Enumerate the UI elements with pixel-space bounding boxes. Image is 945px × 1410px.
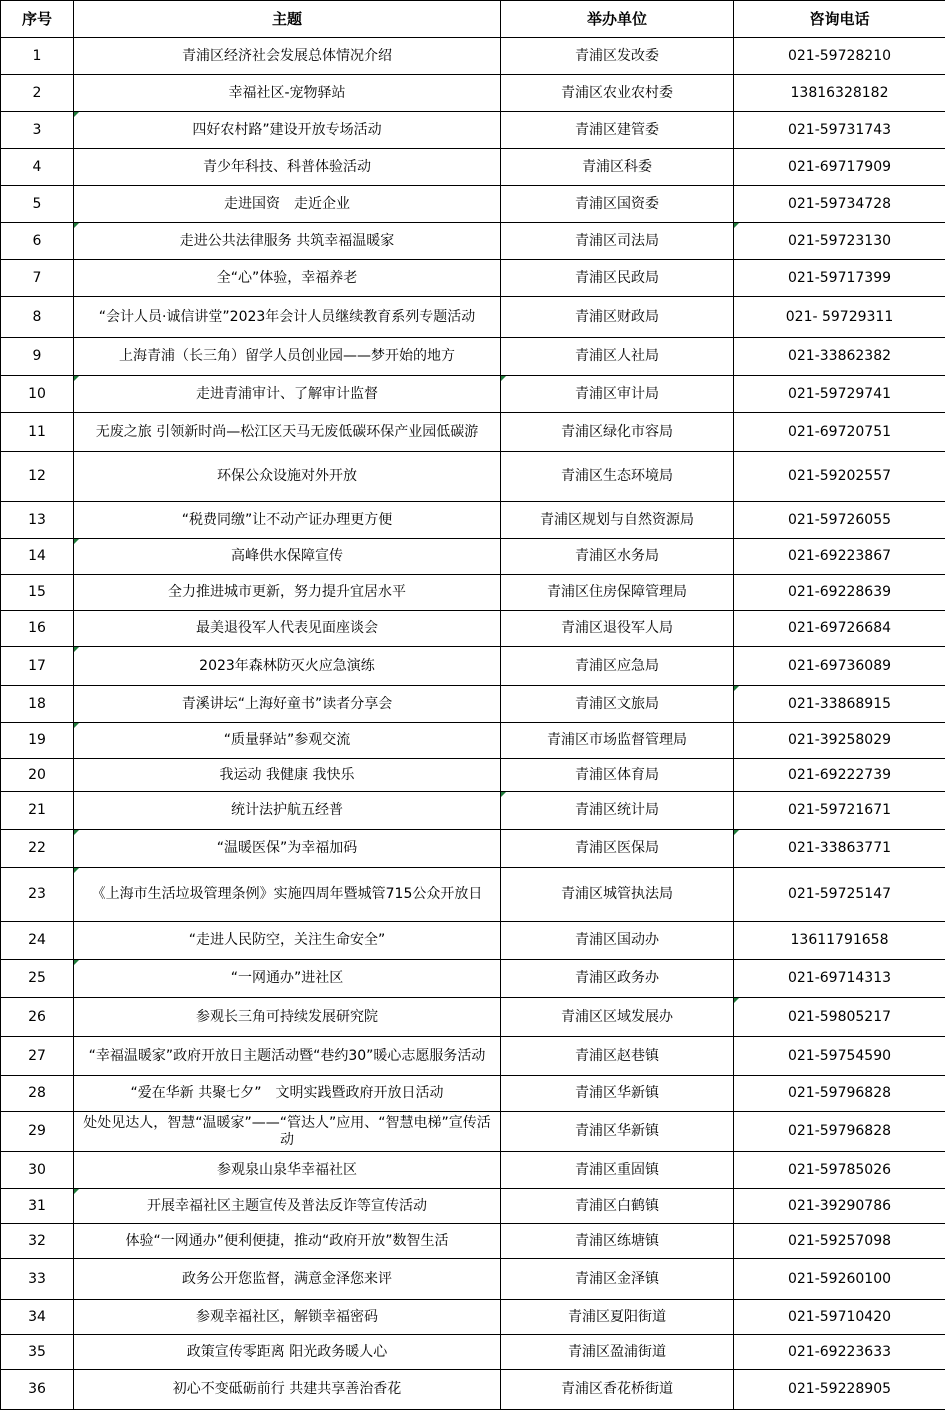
row-topic: 全“心”体验，幸福养老 — [74, 260, 501, 297]
row-phone: 021-69228639 — [734, 575, 945, 611]
row-index: 22 — [1, 830, 74, 868]
row-topic: “会计人员·诚信讲堂”2023年会计人员继续教育系列专题活动 — [74, 297, 501, 338]
row-topic: 无废之旅 引领新时尚—松江区天马无废低碳环保产业园低碳游 — [74, 413, 501, 452]
row-topic: “幸福温暖家”政府开放日主题活动暨“巷约30”暖心志愿服务活动 — [74, 1037, 501, 1076]
row-phone: 021-59728210 — [734, 38, 945, 75]
row-topic: 政务公开您监督，满意金泽您来评 — [74, 1259, 501, 1300]
table-row — [1, 38, 945, 75]
row-index: 32 — [1, 1224, 74, 1259]
table-row — [1, 186, 945, 223]
row-host: 青浦区医保局 — [501, 830, 734, 868]
table-row — [1, 759, 945, 792]
row-topic: 全力推进城市更新，努力提升宜居水平 — [74, 575, 501, 611]
table-row — [1, 998, 945, 1037]
table-row — [1, 611, 945, 647]
row-phone: 021-59721671 — [734, 792, 945, 830]
row-host: 青浦区统计局 — [501, 792, 734, 830]
table-body — [1, 38, 945, 1410]
table-row — [1, 868, 945, 922]
row-phone: 021-39290786 — [734, 1189, 945, 1224]
row-index: 2 — [1, 75, 74, 112]
row-topic: “一网通办”进社区 — [74, 960, 501, 998]
row-phone: 021-33863771 — [734, 830, 945, 868]
row-phone: 021-59734728 — [734, 186, 945, 223]
row-index: 13 — [1, 502, 74, 539]
row-phone: 021-69717909 — [734, 149, 945, 186]
row-index: 1 — [1, 38, 74, 75]
header-row — [1, 1, 945, 38]
row-topic: “爱在华新 共聚七夕” 文明实践暨政府开放日活动 — [74, 1076, 501, 1112]
row-topic: 开展幸福社区主题宣传及普法反诈等宣传活动 — [74, 1189, 501, 1224]
row-host: 青浦区金泽镇 — [501, 1259, 734, 1300]
row-index: 18 — [1, 686, 74, 723]
row-host: 青浦区审计局 — [501, 376, 734, 413]
row-host: 青浦区夏阳街道 — [501, 1300, 734, 1335]
row-index: 3 — [1, 112, 74, 149]
header-phone: 咨询电话 — [734, 1, 945, 38]
row-topic: “温暖医保”为幸福加码 — [74, 830, 501, 868]
row-index: 10 — [1, 376, 74, 413]
row-phone: 021-69223633 — [734, 1335, 945, 1370]
row-phone: 021-59805217 — [734, 998, 945, 1037]
row-phone: 021-59260100 — [734, 1259, 945, 1300]
header-topic: 主题 — [74, 1, 501, 38]
row-topic: 2023年森林防灭火应急演练 — [74, 647, 501, 686]
header-index: 序号 — [1, 1, 74, 38]
table-row — [1, 223, 945, 260]
row-phone: 021-59754590 — [734, 1037, 945, 1076]
row-index: 16 — [1, 611, 74, 647]
row-topic: 《上海市生活垃圾管理条例》实施四周年暨城管715公众开放日 — [74, 868, 501, 922]
row-phone: 021-69720751 — [734, 413, 945, 452]
table-row — [1, 1152, 945, 1189]
row-phone: 021-59785026 — [734, 1152, 945, 1189]
row-host: 青浦区人社局 — [501, 338, 734, 376]
row-host: 青浦区练塘镇 — [501, 1224, 734, 1259]
row-host: 青浦区区域发展办 — [501, 998, 734, 1037]
table-row — [1, 1076, 945, 1112]
row-index: 29 — [1, 1112, 74, 1152]
table-row — [1, 260, 945, 297]
row-index: 14 — [1, 539, 74, 575]
row-index: 24 — [1, 922, 74, 960]
table-row — [1, 647, 945, 686]
row-topic: 参观幸福社区，解锁幸福密码 — [74, 1300, 501, 1335]
row-host: 青浦区建管委 — [501, 112, 734, 149]
row-index: 19 — [1, 723, 74, 759]
table-row — [1, 575, 945, 611]
row-topic: 体验“一网通办”便利便捷，推动“政府开放”数智生活 — [74, 1224, 501, 1259]
row-host: 青浦区发改委 — [501, 38, 734, 75]
row-phone: 021-59729741 — [734, 376, 945, 413]
table-row — [1, 1300, 945, 1335]
row-index: 7 — [1, 260, 74, 297]
row-topic: 处处见达人，智慧“温暖家”——“管达人”应用、“智慧电梯”宣传活动 — [74, 1112, 501, 1152]
row-phone: 021-59710420 — [734, 1300, 945, 1335]
row-topic: 政策宣传零距离 阳光政务暖人心 — [74, 1335, 501, 1370]
row-phone: 021-39258029 — [734, 723, 945, 759]
row-phone: 021-69726684 — [734, 611, 945, 647]
row-host: 青浦区市场监督管理局 — [501, 723, 734, 759]
row-topic: 走进国资 走近企业 — [74, 186, 501, 223]
row-phone: 021-59796828 — [734, 1112, 945, 1152]
row-phone: 021-59726055 — [734, 502, 945, 539]
row-topic: 四好农村路”建设开放专场活动 — [74, 112, 501, 149]
row-host: 青浦区政务办 — [501, 960, 734, 998]
row-phone: 021-59731743 — [734, 112, 945, 149]
row-topic: 青少年科技、科普体验活动 — [74, 149, 501, 186]
row-host: 青浦区生态环境局 — [501, 452, 734, 502]
row-index: 20 — [1, 759, 74, 792]
row-topic: 统计法护航五经普 — [74, 792, 501, 830]
table-row — [1, 1189, 945, 1224]
row-index: 11 — [1, 413, 74, 452]
row-host: 青浦区应急局 — [501, 647, 734, 686]
row-topic: 参观长三角可持续发展研究院 — [74, 998, 501, 1037]
row-host: 青浦区国资委 — [501, 186, 734, 223]
row-host: 青浦区绿化市容局 — [501, 413, 734, 452]
table-row — [1, 1335, 945, 1370]
table-row — [1, 112, 945, 149]
row-host: 青浦区国动办 — [501, 922, 734, 960]
row-topic: 参观泉山泉华幸福社区 — [74, 1152, 501, 1189]
row-topic: “税费同缴”让不动产证办理更方便 — [74, 502, 501, 539]
row-host: 青浦区体育局 — [501, 759, 734, 792]
row-host: 青浦区规划与自然资源局 — [501, 502, 734, 539]
row-topic: 走进青浦审计、了解审计监督 — [74, 376, 501, 413]
table-row — [1, 452, 945, 502]
table-row — [1, 75, 945, 112]
row-host: 青浦区赵巷镇 — [501, 1037, 734, 1076]
row-index: 31 — [1, 1189, 74, 1224]
row-index: 9 — [1, 338, 74, 376]
row-index: 12 — [1, 452, 74, 502]
row-index: 30 — [1, 1152, 74, 1189]
header-host: 举办单位 — [501, 1, 734, 38]
row-host: 青浦区城管执法局 — [501, 868, 734, 922]
table-row — [1, 686, 945, 723]
row-phone: 021-69736089 — [734, 647, 945, 686]
row-topic: 青浦区经济社会发展总体情况介绍 — [74, 38, 501, 75]
row-phone: 021-69714313 — [734, 960, 945, 998]
row-phone: 021-59723130 — [734, 223, 945, 260]
table-row — [1, 149, 945, 186]
table-row — [1, 297, 945, 338]
table-row — [1, 1370, 945, 1410]
row-host: 青浦区盈浦街道 — [501, 1335, 734, 1370]
row-topic: 我运动 我健康 我快乐 — [74, 759, 501, 792]
row-host: 青浦区文旅局 — [501, 686, 734, 723]
row-topic: 环保公众设施对外开放 — [74, 452, 501, 502]
row-host: 青浦区华新镇 — [501, 1076, 734, 1112]
table-row — [1, 413, 945, 452]
row-phone: 021-59228905 — [734, 1370, 945, 1410]
row-phone: 021-59725147 — [734, 868, 945, 922]
table-row — [1, 792, 945, 830]
row-index: 21 — [1, 792, 74, 830]
row-host: 青浦区财政局 — [501, 297, 734, 338]
row-topic: 最美退役军人代表见面座谈会 — [74, 611, 501, 647]
row-index: 15 — [1, 575, 74, 611]
table-row — [1, 723, 945, 759]
row-index: 8 — [1, 297, 74, 338]
table-row — [1, 922, 945, 960]
row-index: 35 — [1, 1335, 74, 1370]
table-row — [1, 1112, 945, 1152]
row-host: 青浦区香花桥街道 — [501, 1370, 734, 1410]
table-row — [1, 539, 945, 575]
row-phone: 13816328182 — [734, 75, 945, 112]
row-host: 青浦区农业农村委 — [501, 75, 734, 112]
row-topic: 走进公共法律服务 共筑幸福温暖家 — [74, 223, 501, 260]
table-row — [1, 502, 945, 539]
row-host: 青浦区司法局 — [501, 223, 734, 260]
row-phone: 021-59796828 — [734, 1076, 945, 1112]
row-phone: 021-69222739 — [734, 759, 945, 792]
row-topic: 初心不变砥砺前行 共建共享善治香花 — [74, 1370, 501, 1410]
row-index: 33 — [1, 1259, 74, 1300]
row-phone: 021- 59729311 — [734, 297, 945, 338]
row-index: 34 — [1, 1300, 74, 1335]
row-index: 4 — [1, 149, 74, 186]
row-index: 25 — [1, 960, 74, 998]
table-row — [1, 1259, 945, 1300]
row-host: 青浦区水务局 — [501, 539, 734, 575]
table-row — [1, 1037, 945, 1076]
row-index: 28 — [1, 1076, 74, 1112]
row-phone: 021-59717399 — [734, 260, 945, 297]
row-topic: 高峰供水保障宣传 — [74, 539, 501, 575]
row-index: 5 — [1, 186, 74, 223]
row-index: 26 — [1, 998, 74, 1037]
row-topic: 上海青浦（长三角）留学人员创业园——梦开始的地方 — [74, 338, 501, 376]
row-phone: 021-33862382 — [734, 338, 945, 376]
row-topic: “质量驿站”参观交流 — [74, 723, 501, 759]
row-index: 36 — [1, 1370, 74, 1410]
row-index: 6 — [1, 223, 74, 260]
row-host: 青浦区退役军人局 — [501, 611, 734, 647]
table-row — [1, 960, 945, 998]
row-phone: 021-59257098 — [734, 1224, 945, 1259]
row-topic: “走进人民防空，关注生命安全” — [74, 922, 501, 960]
row-index: 17 — [1, 647, 74, 686]
row-topic: 幸福社区-宠物驿站 — [74, 75, 501, 112]
row-phone: 021-69223867 — [734, 539, 945, 575]
row-phone: 021-33868915 — [734, 686, 945, 723]
row-host: 青浦区重固镇 — [501, 1152, 734, 1189]
row-host: 青浦区白鹤镇 — [501, 1189, 734, 1224]
table-row — [1, 376, 945, 413]
table-row — [1, 338, 945, 376]
row-topic: 青溪讲坛“上海好童书”读者分享会 — [74, 686, 501, 723]
row-phone: 13611791658 — [734, 922, 945, 960]
table-row — [1, 830, 945, 868]
row-phone: 021-59202557 — [734, 452, 945, 502]
row-host: 青浦区住房保障管理局 — [501, 575, 734, 611]
row-host: 青浦区华新镇 — [501, 1112, 734, 1152]
row-host: 青浦区科委 — [501, 149, 734, 186]
row-index: 27 — [1, 1037, 74, 1076]
table-row — [1, 1224, 945, 1259]
row-host: 青浦区民政局 — [501, 260, 734, 297]
row-index: 23 — [1, 868, 74, 922]
